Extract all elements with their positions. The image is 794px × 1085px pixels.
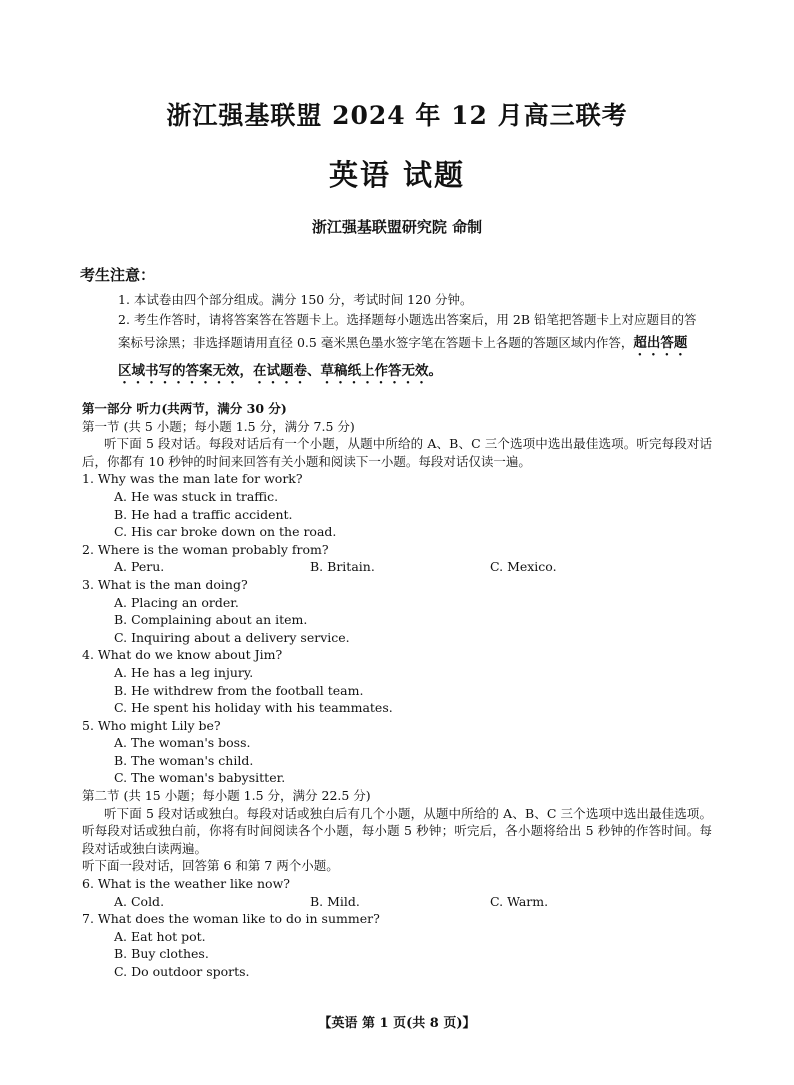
notice-item-2-emphasis: 超出答题区域书写的答案无效，在试题卷、草稿纸上作答无效。 xyxy=(118,335,688,379)
section1-instructions xyxy=(82,435,712,470)
q3-option-b: B. Complaining about an item. xyxy=(114,612,308,628)
q4-option-c: C. He spent his holiday with his teammates. xyxy=(114,700,393,716)
q7-stem: 7. What does the woman like to do in summer? xyxy=(82,911,380,927)
q6-option-b: B. Mild. xyxy=(310,893,360,909)
q7-option-a: A. Eat hot pot. xyxy=(114,928,206,944)
q5-stem: 5. Who might Lily be? xyxy=(82,717,221,733)
listening-section xyxy=(82,400,712,981)
q1-option-c: C. His car broke down on the road. xyxy=(114,524,337,540)
section2-lead: 听下面一段对话，回答第 6 和第 7 两个小题。 xyxy=(82,858,339,874)
section2-instructions-text: 听下面 5 段对话或独白。每段对话或独白后有几个小题，从题中所给的 A、B、C 三个选项中选出最佳选项。听每段对话或独白前，你将有时间阅读各个小题，每小题 5 秒钟；听完后，各小题将给出 5 秒钟的作答时间。每段对话或独白读两遍。 xyxy=(82,805,712,856)
q5-option-c: C. The woman's babysitter. xyxy=(114,770,286,786)
q2-stem: 2. Where is the woman probably from? xyxy=(82,541,329,557)
section1-heading: 第一节 (共 5 小题；每小题 1.5 分，满分 7.5 分) xyxy=(82,418,355,434)
q3-stem: 3. What is the man doing? xyxy=(82,576,248,592)
q1-stem: 1. Why was the man late for work? xyxy=(82,471,303,487)
section2-instructions xyxy=(82,805,712,858)
q3-option-a: A. Placing an order. xyxy=(114,594,239,610)
q2-option-a: A. Peru. xyxy=(114,559,165,575)
notice-heading: 考生注意： xyxy=(80,266,156,284)
q2-option-c: C. Mexico. xyxy=(490,559,557,575)
issuer-line: 浙江强基联盟研究院 命制 xyxy=(311,218,483,236)
q4-option-a: A. He has a leg injury. xyxy=(114,664,254,680)
q1-option-b: B. He had a traffic accident. xyxy=(114,506,293,522)
q6-option-c: C. Warm. xyxy=(490,893,549,909)
exam-title: 浙江强基联盟 2024 年 12 月高三联考 xyxy=(166,101,628,130)
subject-title: 英语 试题 xyxy=(328,158,466,192)
q4-option-b: B. He withdrew from the football team. xyxy=(114,682,364,698)
notice-item-2-text: 2. 考生作答时，请将答案答在答题卡上。选择题每小题选出答案后，用 2B 铅笔把答题卡上对应题目的答案标号涂黑；非选择题请用直径 0.5 毫米黑色墨水签字笔在答题卡上各题的答题区域内作答， xyxy=(118,312,697,350)
section1-instructions-text: 听下面 5 段对话。每段对话后有一个小题，从题中所给的 A、B、C 三个选项中选出最佳选项。听完每段对话后，你都有 10 秒钟的时间来回答有关小题和阅读下一小题。每段对话仅读一遍。 xyxy=(82,436,712,469)
q5-option-a: A. The woman's boss. xyxy=(114,735,251,751)
section2-heading: 第二节 (共 15 小题；每小题 1.5 分，满分 22.5 分) xyxy=(82,788,371,804)
notice-item-1: 1. 本试卷由四个部分组成。满分 150 分，考试时间 120 分钟。 xyxy=(118,292,473,307)
page-footer: 【英语 第 1 页(共 8 页)】 xyxy=(318,1016,476,1031)
q7-option-b: B. Buy clothes. xyxy=(114,946,209,962)
q5-option-b: B. The woman's child. xyxy=(114,752,254,768)
q2-options xyxy=(82,558,712,576)
q3-option-c: C. Inquiring about a delivery service. xyxy=(114,629,350,645)
q7-option-c: C. Do outdoor sports. xyxy=(114,964,250,979)
q1-option-a: A. He was stuck in traffic. xyxy=(114,488,279,504)
q4-stem: 4. What do we know about Jim? xyxy=(82,647,283,663)
part1-heading: 第一部分 听力(共两节，满分 30 分) xyxy=(82,401,287,416)
q2-option-b: B. Britain. xyxy=(310,559,375,575)
q6-option-a: A. Cold. xyxy=(114,893,165,909)
q6-options xyxy=(82,893,712,911)
q6-stem: 6. What is the weather like now? xyxy=(82,876,290,892)
notice-item-2 xyxy=(118,308,698,387)
